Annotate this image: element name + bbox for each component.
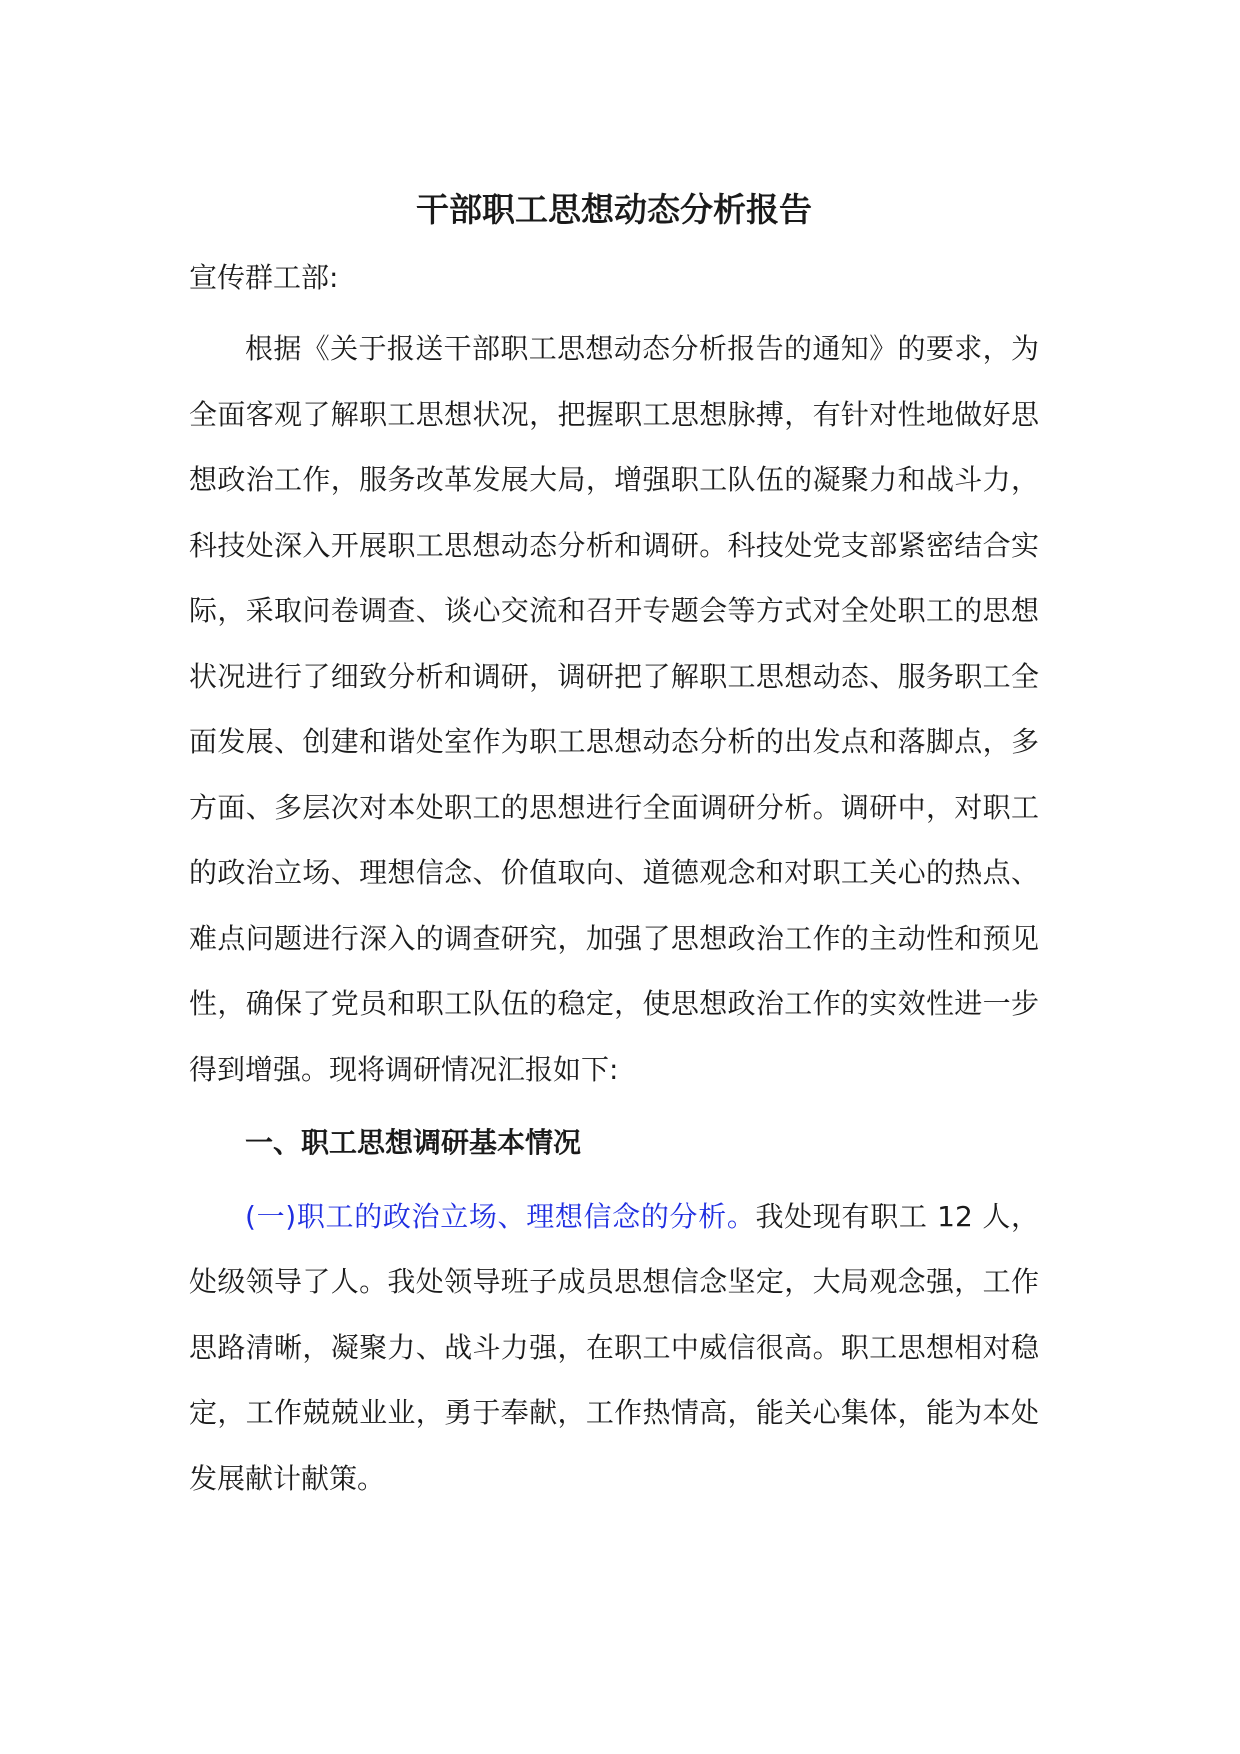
intro-paragraph: 根据《关于报送干部职工思想动态分析报告的通知》的要求，为全面客观了解职工思想状况，把握职工思想脉搏，有针对性地做好思想政治工作，服务改革发展大局，增强职工队伍的凝聚力和战斗力，科技处深入开展职工思想动态分析和调研。科技处党支部紧密结合实际，采取问卷调查、谈心交流和召开专题会等方式对全处职工的思想状况进行了细致分析和调研，调研把了解职工思想动态、服务职工全面发展、创建和谐处室作为职工思想动态分析的出发点和落脚点，多方面、多层次对本处职工的思想进行全面调研分析。调研中，对职工的政治立场、理想信念、价值取向、道德观念和对职工关心的热点、难点问题进行深入的调查研究，加强了思想政治工作的主动性和预见性，确保了党员和职工队伍的稳定，使思想政治工作的实效性进一步得到增强。现将调研情况汇报如下: xyxy=(189,332,1039,1086)
document-page xyxy=(189,170,1039,1511)
subsection-paragraph-1 xyxy=(189,1184,1039,1512)
section-heading-1: 一、职工思想调研基本情况 xyxy=(245,1126,582,1159)
salutation: 宣传群工部: xyxy=(189,261,339,294)
document-title: 干部职工思想动态分析报告 xyxy=(416,190,812,229)
subsection-heading-1: (一)职工的政治立场、理想信念的分析。 xyxy=(245,1199,756,1233)
subsection-body-1: 我处现有职工 12 人，处级领导了人。我处领导班子成员思想信念坚定，大局观念强，工作思路清晰，凝聚力、战斗力强，在职工中威信很高。职工思想相对稳定，工作兢兢业业，勇于奉献，工作热情高，能关心集体，能为本处发展献计献策。 xyxy=(189,1199,1039,1495)
